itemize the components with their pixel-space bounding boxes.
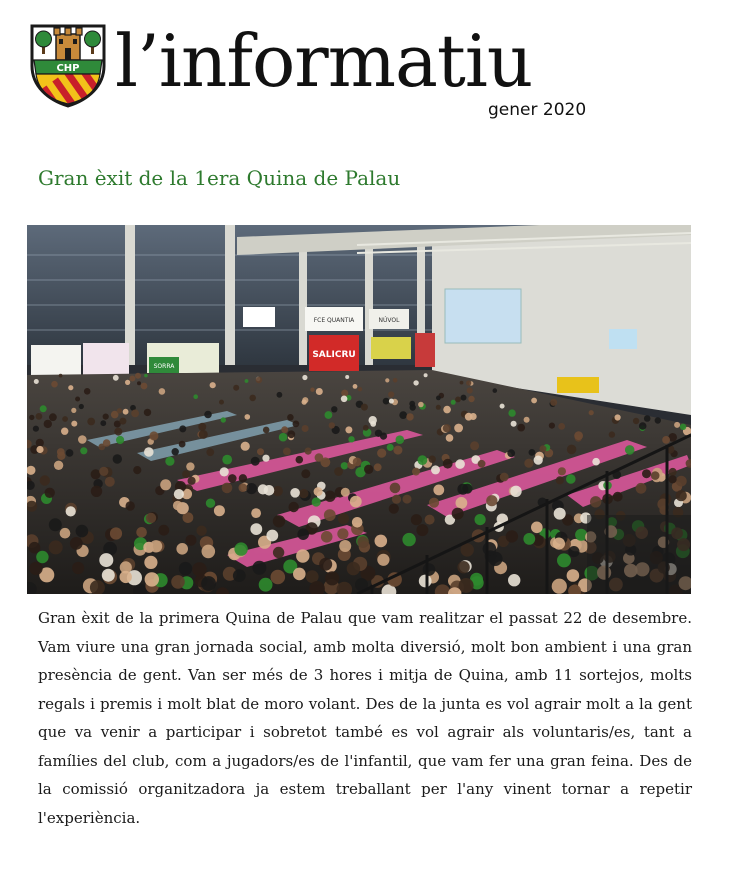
sign-nuvol: NÚVOL [378, 317, 400, 324]
article-body: Gran èxit de la primera Quina de Palau que vam realitzar el passat 22 de desembre. Vam viure una gran jornada social, amb molta diversió, molt bon ambient i una gran presència de gent. Van ser més de 3 hores i mitja de Quina, amb 11 sortejos, molts regals i premis i molt blat de moro volant. Des de la junta es vol agrair molt a la gent que va venir a participar i sobretot també es vol agrair als voluntaris/es, tant a famílies del club, com a jugadors/es de l'infantil, que vam fer una gran feina. Des de la comissió organitzadora ja estem treballant per l'any vinent tornar a repetir l'experiència. [38, 609, 692, 827]
sign-sorra: SORRA [153, 363, 175, 370]
event-photo [27, 225, 691, 594]
issue-date: gener 2020 [488, 100, 587, 120]
newsletter-title: l’informatiu [115, 19, 533, 103]
club-crest-icon [28, 20, 108, 108]
logo-text: CHP [56, 63, 80, 74]
article-headline: Gran èxit de la 1era Quina de Palau [38, 166, 401, 190]
club-logo [28, 20, 108, 108]
sign-fce: FCE QUANTIA [313, 317, 355, 324]
crowd-photo-illustration [27, 225, 691, 594]
masthead [0, 0, 729, 140]
sign-salicru: SALICRU [312, 350, 356, 360]
